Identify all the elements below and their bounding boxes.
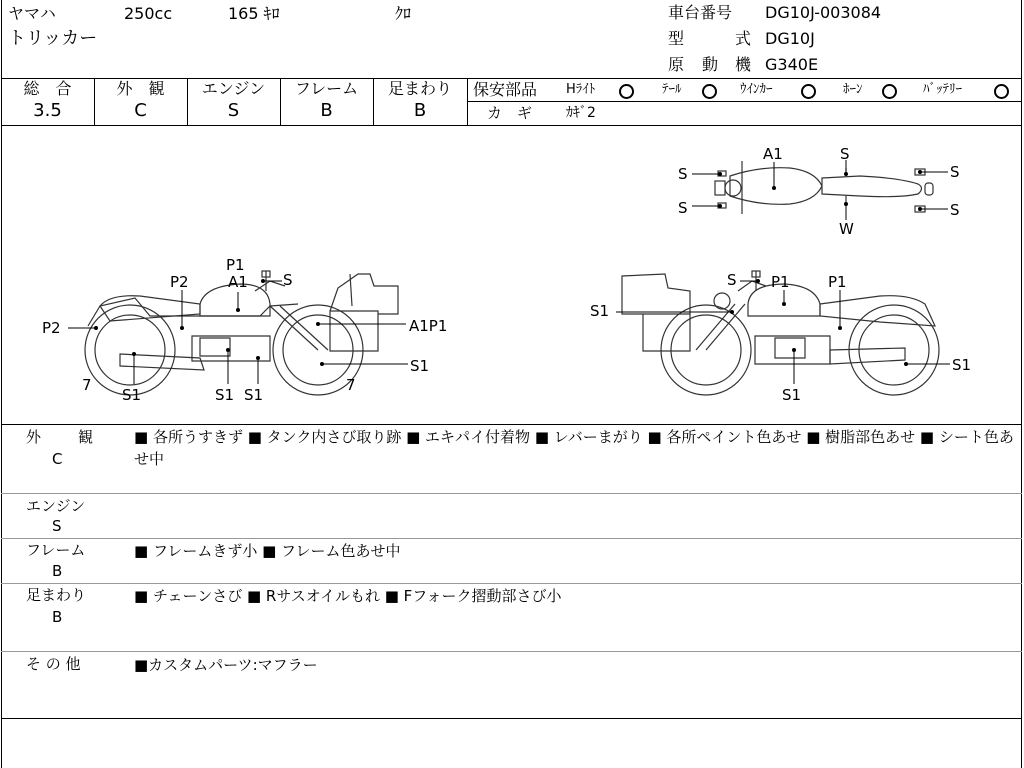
top-label-a1: A1 <box>763 145 783 163</box>
right-label-s1-engine: S1 <box>782 386 802 404</box>
battery-ok-icon <box>994 84 1009 99</box>
left-label-a1: A1 <box>228 273 248 291</box>
safety-winker: ｳｲﾝｶｰ <box>740 82 773 97</box>
key-value: ｶｷﾞ2 <box>566 105 596 121</box>
top-label-s-rr: S <box>950 201 960 219</box>
right-rear-wheel <box>849 305 939 395</box>
safety-horn: ﾎｰﾝ <box>843 82 863 97</box>
left-frame-top <box>88 298 298 326</box>
divider-detail-2 <box>1 538 1022 539</box>
detail-suspension-text: ■ チェーンさび ■ Rサスオイルもれ ■ Fフォーク摺動部さび小 <box>134 587 562 605</box>
color: ｸﾛ <box>395 4 412 23</box>
type-label-a: 型 <box>668 29 685 48</box>
horn-ok-icon <box>882 84 897 99</box>
right-fairing <box>622 274 690 314</box>
grade-col-divider-5 <box>467 78 468 125</box>
right-rear-wheel-inner <box>859 315 929 385</box>
right-label-s: S <box>727 271 737 289</box>
right-front-box <box>643 314 690 351</box>
detail-frame-text: ■ フレームきず小 ■ フレーム色あせ中 <box>134 542 401 560</box>
type-value: DG10J <box>765 29 815 48</box>
right-fork-2 <box>696 304 735 350</box>
left-label-s1-a: S1 <box>122 386 142 404</box>
right-fork <box>706 304 745 350</box>
divider-detail-5 <box>1 718 1022 719</box>
detail-frame-grade: B <box>52 562 63 580</box>
right-seat <box>820 296 935 326</box>
detail-exterior-label-b: 観 <box>78 428 94 446</box>
left-rear-wheel <box>85 305 175 395</box>
damage-diagram <box>0 126 1024 424</box>
top-seat <box>822 176 922 197</box>
right-handlebar <box>738 281 766 291</box>
left-label-p2-rear: P2 <box>42 319 61 337</box>
left-front-box <box>330 311 378 351</box>
left-label-7-front: 7 <box>346 376 356 394</box>
right-label-p1-a: P1 <box>771 273 790 291</box>
left-engine-cover <box>200 338 230 356</box>
winker-ok-icon <box>801 84 816 99</box>
left-label-a1p1: A1P1 <box>409 317 448 335</box>
detail-engine-label: エンジン <box>26 497 86 515</box>
engine-label-c: 機 <box>735 55 752 74</box>
key-label: カ ギ <box>487 104 533 122</box>
right-headlight <box>714 293 730 309</box>
top-label-s-lr: S <box>678 199 688 217</box>
right-engine-cover <box>775 338 805 358</box>
safety-label: 保安部品 <box>473 80 538 99</box>
top-label-s-top: S <box>840 145 850 163</box>
left-seat <box>100 296 200 321</box>
top-label-s-lf: S <box>678 165 688 183</box>
detail-engine-grade: S <box>52 517 62 535</box>
detail-exterior-grade: C <box>52 450 63 468</box>
divider-detail-1 <box>1 493 1022 494</box>
type-label-b: 式 <box>735 29 752 48</box>
top-label-w: W <box>839 220 854 238</box>
left-rear-wheel-inner <box>95 315 165 385</box>
right-muffler <box>830 348 905 364</box>
grade-exterior-value: C <box>134 100 147 121</box>
top-front <box>715 181 725 195</box>
divider-safety <box>467 101 1022 102</box>
bike-top-view <box>715 161 933 214</box>
grade-frame-label: フレーム <box>294 79 359 98</box>
engine-label-a: 原 <box>668 55 685 74</box>
frame-no: DG10J-003084 <box>765 3 882 22</box>
engine-label-b: 動 <box>702 55 719 74</box>
model-name: トリッカー <box>8 28 98 49</box>
divider-detail-3 <box>1 583 1022 584</box>
displacement: 250cc <box>124 4 173 23</box>
frame-no-label: 車台番号 <box>668 3 733 22</box>
safety-headlight: Hﾗｲﾄ <box>566 82 596 97</box>
mileage: 165 ｷﾛ <box>228 4 280 23</box>
left-label-s1-c: S1 <box>244 386 264 404</box>
tail-ok-icon <box>702 84 717 99</box>
grade-frame-value: B <box>320 100 333 121</box>
divider-diagram <box>1 424 1022 425</box>
right-label-s1-box: S1 <box>590 302 610 320</box>
right-label-s1-wheel: S1 <box>952 356 972 374</box>
left-label-s: S <box>283 271 293 289</box>
right-label-p1-b: P1 <box>828 273 847 291</box>
maker: ヤマハ <box>8 4 56 23</box>
left-handlebar <box>255 281 285 291</box>
headlight-ok-icon <box>619 84 634 99</box>
left-label-p1: P1 <box>226 256 245 274</box>
grade-exterior-label: 外 観 <box>116 79 165 98</box>
left-fairing <box>330 274 398 314</box>
detail-exterior-text: ■ 各所うすきず ■ タンク内さび取り跡 ■ エキパイ付着物 ■ レバーまがり ■ 各所ペイント色あせ ■ 樹脂部色あせ ■ シート色あせ中 <box>134 428 1014 468</box>
grade-overall-label: 総 合 <box>23 79 72 98</box>
grade-suspension-label: 足まわり <box>387 79 452 98</box>
divider-detail-4 <box>1 651 1022 652</box>
left-label-s1-b: S1 <box>215 386 235 404</box>
detail-exterior-label-a: 外 <box>26 428 42 446</box>
grade-engine-value: S <box>227 100 240 121</box>
left-label-p2-tank: P2 <box>170 273 189 291</box>
detail-other-text: ■カスタムパーツ:マフラー <box>134 656 318 674</box>
grade-suspension-value: B <box>413 100 427 121</box>
detail-other-label: そ の 他 <box>26 655 81 673</box>
detail-suspension-grade: B <box>52 608 63 626</box>
left-fork-2 <box>280 306 328 350</box>
grade-engine-label: エンジン <box>201 79 266 98</box>
left-label-s1-pipe: S1 <box>410 357 430 375</box>
left-label-7-rear: 7 <box>82 376 92 394</box>
detail-suspension-label: 足まわり <box>26 586 87 604</box>
safety-battery: ﾊﾞｯﾃﾘｰ <box>923 82 962 97</box>
engine-model: G340E <box>765 55 819 74</box>
top-tank <box>730 168 822 205</box>
top-taillight <box>925 183 933 195</box>
top-label-s-rf: S <box>950 163 960 181</box>
safety-tail: ﾃｰﾙ <box>662 82 682 97</box>
detail-frame-label: フレーム <box>26 541 86 559</box>
top-headlight <box>725 180 741 196</box>
grade-overall-value: 3.5 <box>33 100 62 121</box>
